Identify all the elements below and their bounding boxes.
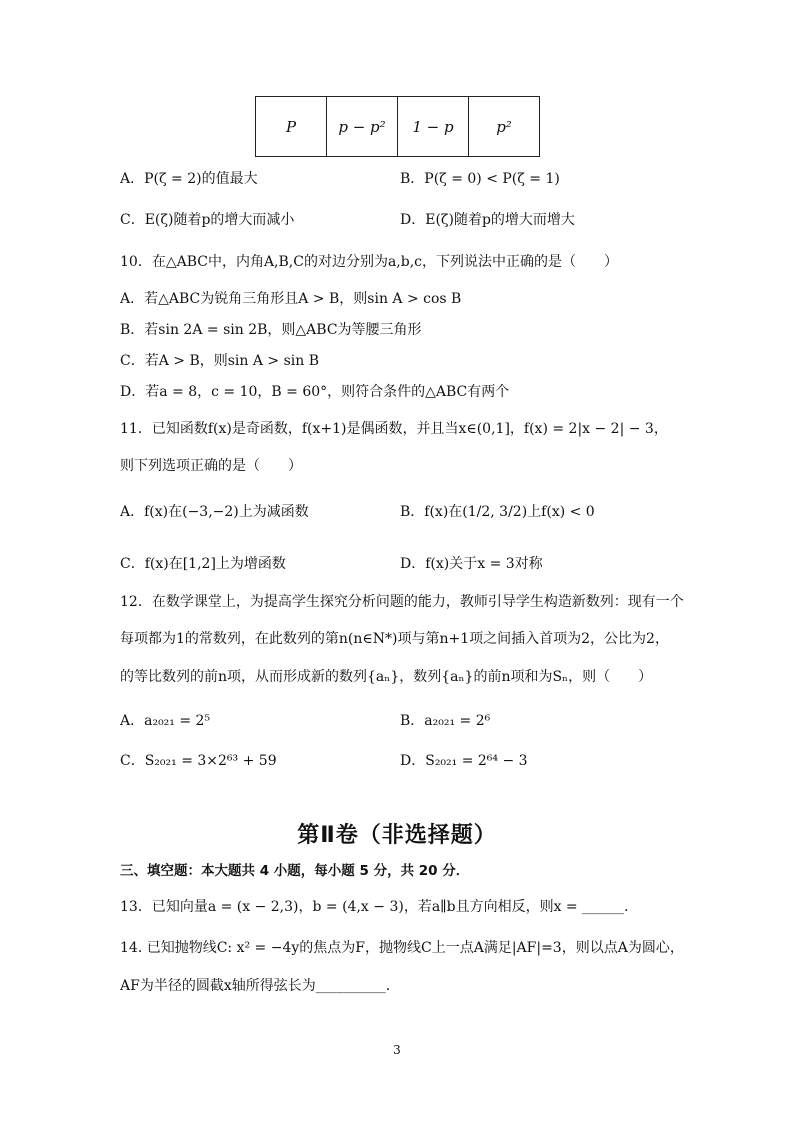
q12-option-c: C．S₂₀₂₁ = 3×2⁶³ + 59 [120,753,277,769]
section-title: 第Ⅱ卷（非选择题） [297,823,497,848]
q12-stem-line2: 每项都为1的常数列，在此数列的第n(n∈N*)项与第n+1项之间插入首项为2，公比为2， [120,631,669,647]
table-row [256,97,540,157]
q11-stem-line1: 11．已知函数f(x)是奇函数，f(x+1)是偶函数，并且当x∈(0,1]，f(x) = 2|x − 2| − 3， [120,421,668,437]
part-heading-fill-blank: 三、填空题：本大题共 4 小题，每小题 5 分，共 20 分． [120,863,470,879]
table-cell: p² [469,97,540,157]
q9-option-c: C．E(ζ)随着p的增大而减小 [120,212,295,228]
q11-option-a: A．f(x)在(−3,−2)上为减函数 [120,504,309,520]
q10-option-d: D．若a = 8，c = 10，B = 60°，则符合条件的△ABC有两个 [120,384,510,400]
q9-option-a: A．P(ζ = 2)的值最大 [120,171,258,187]
table-cell: 1 − p [398,97,469,157]
q10-stem: 10．在△ABC中，内角A,B,C的对边分别为a,b,c，下列说法中正确的是（ ） [120,254,619,270]
table-cell: p − p² [327,97,398,157]
q9-option-b: B．P(ζ = 0) < P(ζ = 1) [400,171,560,187]
q12-option-b: B．a₂₀₂₁ = 2⁶ [400,713,491,729]
q10-option-b: B．若sin 2A = sin 2B，则△ABC为等腰三角形 [120,322,422,338]
q11-stem-line2: 则下列选项正确的是（ ） [120,458,302,474]
q12-stem-line1: 12．在数学课堂上，为提高学生探究分析问题的能力，教师引导学生构造新数列：现有一个 [120,594,684,610]
q10-option-c: C．若A > B，则sin A > sin B [120,353,320,369]
q9-option-d: D．E(ζ)随着p的增大而增大 [400,212,575,228]
q12-stem-line3: 的等比数列的前n项，从而形成新的数列{aₙ}，数列{aₙ}的前n项和为Sₙ，则（ ） [120,669,653,685]
q11-option-d: D．f(x)关于x = 3对称 [400,556,543,572]
q13-text: 13．已知向量a = (x − 2,3)，b = (4,x − 3)，若a∥b且方向相反，则x = ______． [120,899,639,915]
q11-option-c: C．f(x)在[1,2]上为增函数 [120,556,286,572]
q14-line2: AF为半径的圆截x轴所得弦长为__________． [120,978,400,994]
q12-option-a: A．a₂₀₂₁ = 2⁵ [120,713,211,729]
q10-option-a: A．若△ABC为锐角三角形且A > B，则sin A > cos B [120,291,462,307]
q12-option-d: D．S₂₀₂₁ = 2⁶⁴ − 3 [400,753,528,769]
page-number: 3 [393,1043,401,1057]
probability-distribution-table [255,96,540,157]
q14-line1: 14. 已知抛物线C: x² = −4y的焦点为F，抛物线C上一点A满足|AF|=3，则以点A为圆心， [120,940,684,956]
table-cell: P [256,97,327,157]
q11-option-b: B．f(x)在(1/2, 3/2)上f(x) < 0 [400,504,595,520]
